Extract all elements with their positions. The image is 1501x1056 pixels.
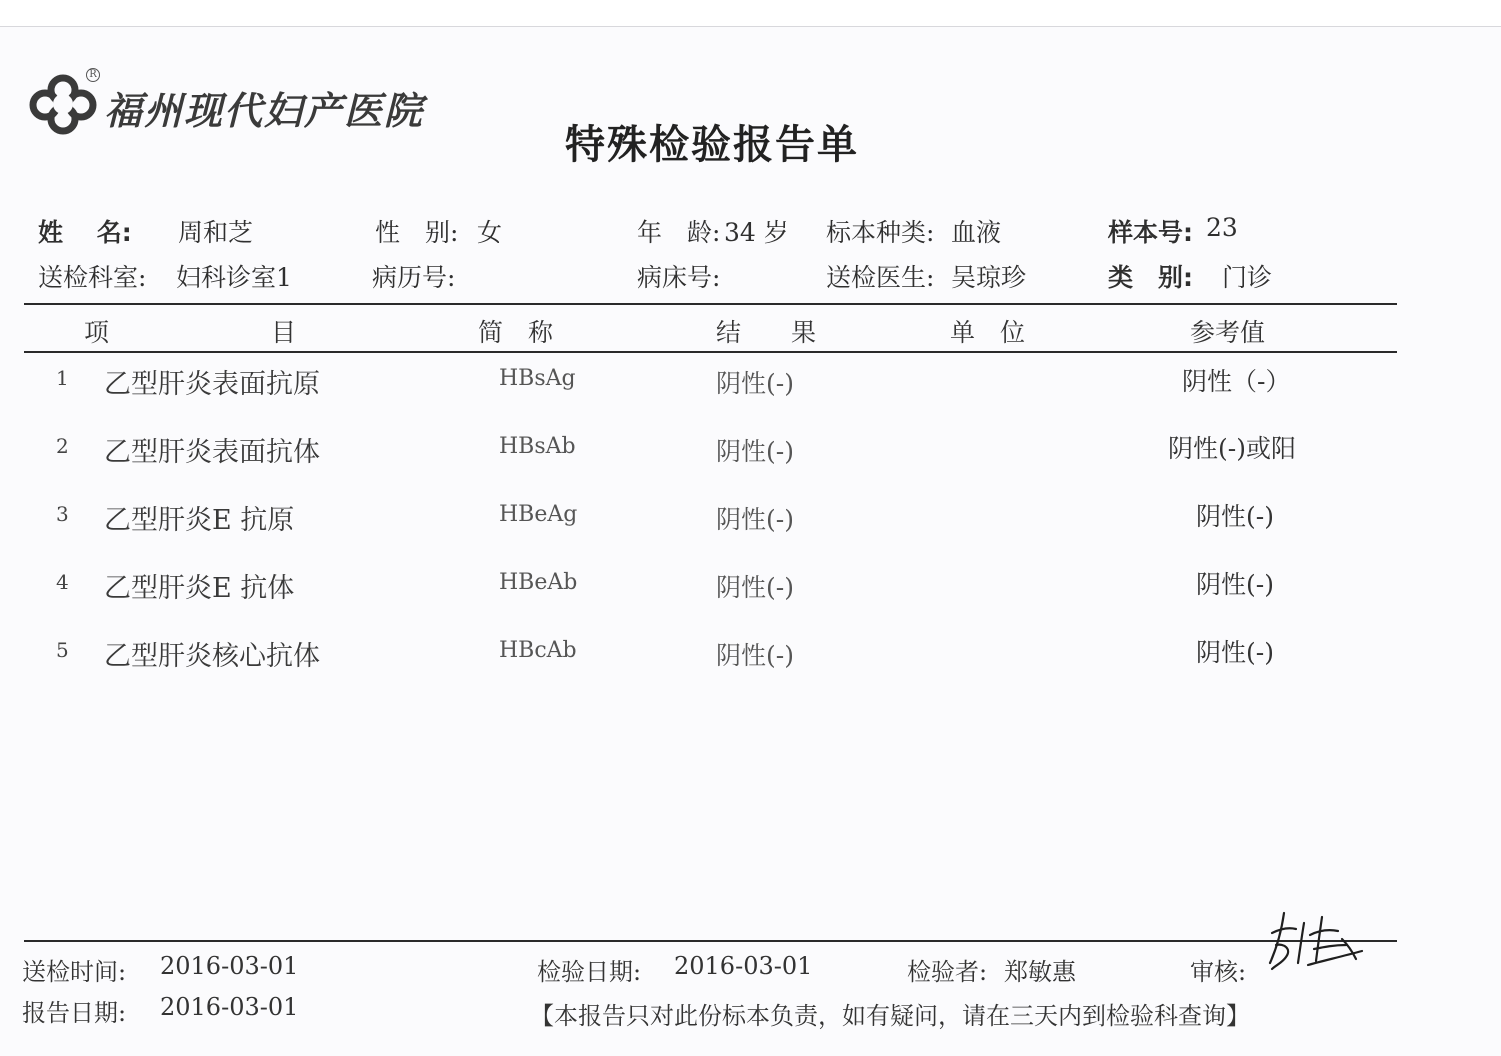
footer-rule	[24, 940, 1397, 942]
patient-name-label: 姓 名:	[38, 218, 132, 247]
row-1-item: 乙型肝炎表面抗原	[104, 369, 320, 400]
submit-time-value: 2016-03-01	[160, 952, 299, 980]
record-no-label: 病历号:	[372, 263, 456, 292]
row-5-result: 阴性(-)	[716, 641, 794, 670]
row-3-reference: 阴性(-)	[1196, 502, 1274, 531]
row-5-abbr: HBcAb	[499, 638, 577, 663]
bed-no-label: 病床号:	[637, 263, 721, 292]
specimen-value: 血液	[951, 218, 1002, 247]
dept-value: 妇科诊室1	[176, 263, 292, 292]
table-top-rule	[24, 303, 1397, 305]
doctor-value: 吴琼珍	[951, 263, 1027, 292]
row-1-result: 阴性(-)	[716, 369, 794, 398]
age-label: 年 龄:	[637, 218, 721, 247]
row-4-reference: 阴性(-)	[1196, 570, 1274, 599]
header-unit: 单 位	[950, 318, 1026, 347]
age-value: 34 岁	[724, 218, 789, 247]
row-2-number: 2	[56, 434, 69, 458]
row-2-item: 乙型肝炎表面抗体	[104, 437, 320, 468]
row-5-reference: 阴性(-)	[1196, 638, 1274, 667]
category-value: 门诊	[1222, 263, 1273, 292]
tester-value: 郑敏惠	[1004, 958, 1076, 986]
doctor-label: 送检医生:	[826, 263, 935, 292]
hospital-logo-icon	[28, 72, 98, 136]
category-label: 类 别:	[1108, 263, 1193, 292]
report-date-value: 2016-03-01	[160, 993, 299, 1021]
row-5-item: 乙型肝炎核心抗体	[104, 641, 320, 672]
test-date-label: 检验日期:	[537, 958, 642, 986]
gender-value: 女	[477, 218, 503, 247]
row-1-reference: 阴性（-）	[1182, 367, 1291, 396]
reviewer-signature	[1258, 905, 1378, 985]
row-1-number: 1	[56, 366, 69, 390]
row-5-number: 5	[56, 638, 69, 662]
submit-time-label: 送检时间:	[22, 958, 127, 986]
patient-name: 周和芝	[178, 218, 254, 247]
row-4-number: 4	[56, 570, 69, 594]
report-title: 特殊检验报告单	[565, 122, 859, 168]
row-2-reference: 阴性(-)或阳	[1168, 434, 1296, 463]
row-2-result: 阴性(-)	[716, 437, 794, 466]
table-header-rule	[24, 351, 1397, 353]
sample-no-value: 23	[1206, 213, 1238, 242]
header-result: 结 果	[716, 318, 817, 347]
specimen-label: 标本种类:	[826, 218, 935, 247]
header-abbr: 简 称	[478, 318, 554, 347]
header-item-1: 项	[84, 318, 110, 347]
report-date-label: 报告日期:	[22, 999, 127, 1027]
gender-label: 性 别:	[375, 218, 459, 247]
row-1-abbr: HBsAg	[499, 366, 576, 391]
row-3-abbr: HBeAg	[499, 502, 578, 527]
sample-no-label: 样本号:	[1108, 218, 1193, 247]
row-3-result: 阴性(-)	[716, 505, 794, 534]
tester-label: 检验者:	[907, 958, 988, 986]
header-item-2: 目	[271, 318, 297, 347]
row-4-item: 乙型肝炎E 抗体	[104, 573, 295, 604]
scan-margin	[0, 0, 1501, 27]
registered-mark-icon: R	[86, 68, 100, 82]
row-4-result: 阴性(-)	[716, 573, 794, 602]
test-date-value: 2016-03-01	[674, 952, 813, 980]
row-3-item: 乙型肝炎E 抗原	[104, 505, 295, 536]
row-4-abbr: HBeAb	[499, 570, 578, 595]
hospital-name: 福州现代妇产医院	[104, 88, 425, 133]
header-reference: 参考值	[1190, 318, 1266, 347]
row-3-number: 3	[56, 502, 69, 526]
dept-label: 送检科室:	[38, 263, 147, 292]
report-notice: 【本报告只对此份标本负责，如有疑问，请在三天内到检验科查询】	[530, 1002, 1250, 1030]
reviewer-label: 审核:	[1190, 958, 1247, 986]
row-2-abbr: HBsAb	[499, 434, 576, 459]
